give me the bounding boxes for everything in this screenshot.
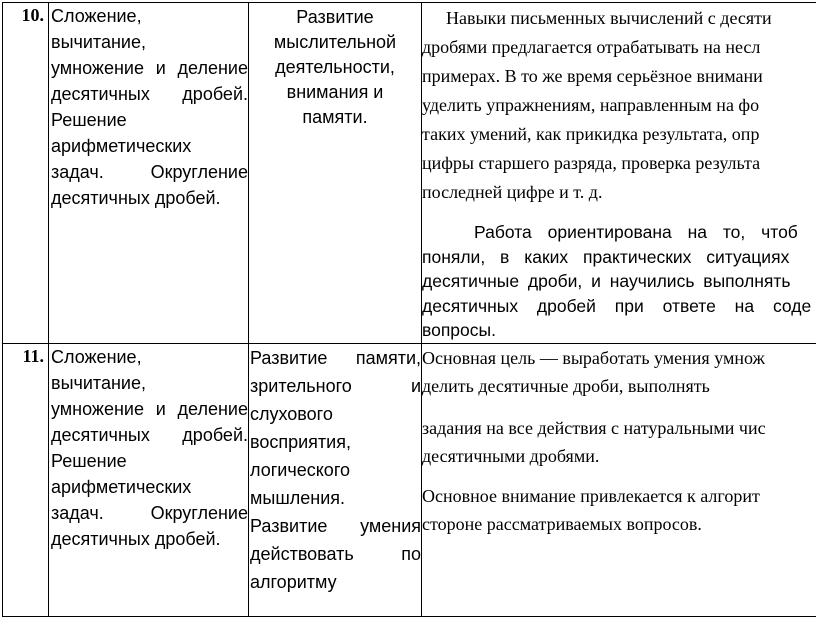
topic-line: умножение и деление — [51, 398, 248, 419]
lesson-content — [422, 343, 816, 616]
goal-line: мыслительной — [273, 32, 397, 52]
goal-line: Развитие — [296, 7, 374, 27]
topic-line: десятичных дробей. — [51, 84, 248, 104]
goal-line: восприятия, — [250, 431, 351, 452]
lesson-content — [422, 3, 816, 344]
content-line: стороне рассматриваемых вопросов. — [422, 513, 702, 534]
topic-line: Сложение, — [51, 346, 142, 367]
lesson-topic — [49, 343, 249, 616]
goal-line: слухового — [250, 403, 333, 424]
lesson-goal — [249, 343, 422, 616]
topic-line: задач. Округление — [51, 502, 248, 523]
content-line: цифры старшего разряда, проверка результа — [422, 153, 761, 173]
content-line: десятичными дробями. — [422, 445, 600, 466]
content-line: десятичных дробей при ответе на соде — [422, 295, 812, 316]
topic-line: арифметических — [51, 136, 192, 156]
content-line: Работа ориентирована на то, чтоб — [474, 222, 798, 242]
content-line: десятичные дроби, и научились выполнять — [422, 271, 791, 291]
topic-line: Решение — [51, 450, 127, 471]
content-line: задания на все действия с натуральными чис — [422, 417, 766, 438]
goal-line: логического — [250, 459, 350, 480]
goal-line: внимания и — [286, 82, 384, 102]
topic-line: умножение и деление — [51, 58, 248, 78]
lesson-goal — [249, 3, 422, 344]
goal-line: деятельности, — [275, 57, 395, 77]
topic-line: Решение — [51, 110, 127, 130]
lesson-topic — [49, 3, 249, 344]
row-number: 10. — [3, 3, 49, 344]
table-row — [3, 3, 816, 344]
content-line: уделить упражнениям, направленным на фо — [422, 95, 760, 115]
content-line: вопросы. — [422, 320, 496, 340]
content-line: Основная цель — выработать умения умнож — [422, 347, 765, 368]
topic-line: десятичных дробей. — [51, 424, 248, 445]
topic-line: арифметических — [51, 476, 192, 497]
goal-line: Развитие памяти, — [250, 347, 421, 368]
lesson-plan-table — [2, 2, 816, 617]
topic-line: десятичных дробей. — [51, 528, 221, 549]
row-number: 11. — [3, 343, 49, 616]
topic-line: вычитание, — [51, 32, 146, 52]
content-line: дробями предлагается отрабатывать на несл — [422, 37, 761, 57]
goal-line: зрительного и — [250, 375, 421, 396]
topic-line: задач. Округление — [51, 162, 248, 182]
content-line: последней цифре и т. д. — [422, 182, 603, 202]
content-line: делить десятичные дроби, выполнять — [422, 375, 710, 396]
goal-line: Развитие умения — [250, 515, 421, 536]
content-line: примерах. В то же время серьёзное внимани — [422, 66, 763, 86]
goal-line: памяти. — [302, 107, 368, 127]
topic-line: Сложение, — [51, 6, 142, 26]
topic-line: вычитание, — [51, 372, 146, 393]
goal-line: алгоритму — [250, 571, 337, 592]
goal-line: мышления. — [250, 487, 346, 508]
content-line: таких умений, как прикидка результата, опр — [422, 124, 760, 144]
content-line: поняли, в каких практических ситуациях — [422, 246, 790, 267]
topic-line: десятичных дробей. — [51, 188, 221, 208]
content-line: Основное внимание привлекается к алгорит — [422, 485, 760, 506]
goal-line: действовать по — [250, 543, 421, 564]
table-row — [3, 343, 816, 616]
content-line: Навыки письменных вычислений с десяти — [446, 8, 772, 28]
